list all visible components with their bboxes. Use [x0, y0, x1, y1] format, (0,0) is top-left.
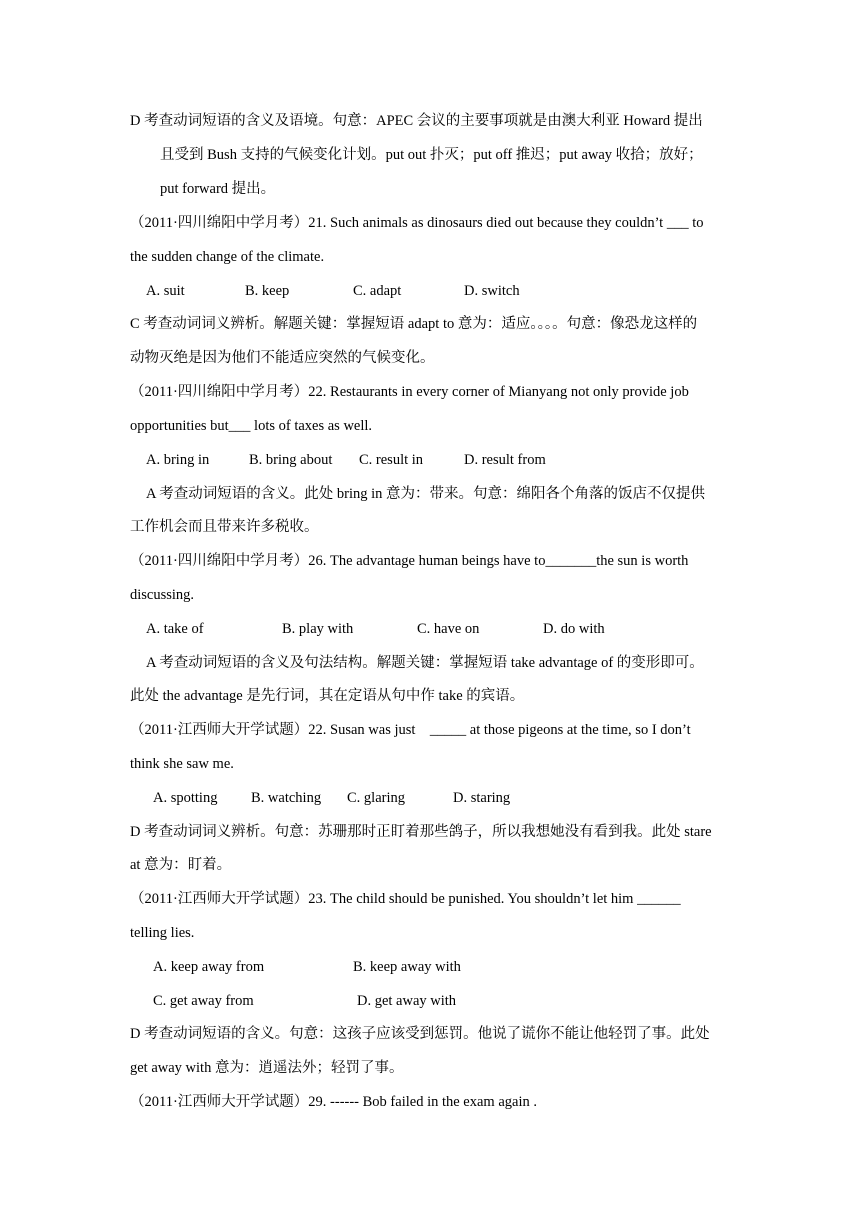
answer-line: at 意为：盯着。 — [130, 857, 232, 873]
answer-line: 工作机会而且带来许多税收。 — [130, 519, 319, 535]
option: A. keep away from — [153, 959, 265, 975]
answer-line: D 考查动词短语的含义及语境。句意：APEC 会议的主要事项就是由澳大利亚 Howard 提出 — [130, 113, 703, 129]
question-line: （2011·江西师大开学试题）29. ------ Bob failed in the exam again . — [130, 1094, 537, 1110]
answer-line: D 考查动词词义辨析。句意：苏珊那时正盯着那些鸽子，所以我想她没有看到我。此处 stare — [130, 824, 712, 840]
question-line: （2011·四川绵阳中学月考）26. The advantage human beings have to_______the sun is worth — [130, 553, 689, 569]
option: A. take of — [146, 621, 204, 637]
question-line: （2011·四川绵阳中学月考）21. Such animals as dinosaurs died out because they couldn’t ___ to — [130, 215, 704, 231]
question-line: （2011·四川绵阳中学月考）22. Restaurants in every corner of Mianyang not only provide job — [130, 384, 689, 400]
option: B. bring about — [249, 452, 333, 468]
answer-line: C 考查动词词义辨析。解题关键：掌握短语 adapt to 意为：适应。。。。句意：像恐龙这样的 — [130, 316, 698, 332]
question-line: （2011·江西师大开学试题）23. The child should be punished. You shouldn’t let him ______ — [130, 891, 681, 907]
option: C. have on — [417, 621, 480, 637]
option: D. switch — [464, 283, 520, 299]
question-line: telling lies. — [130, 925, 195, 941]
option: D. staring — [453, 790, 511, 806]
option: D. get away with — [357, 993, 457, 1009]
answer-line: A 考查动词短语的含义及句法结构。解题关键：掌握短语 take advantage of 的变形即可。 — [146, 655, 704, 671]
option: C. result in — [359, 452, 424, 468]
option: A. bring in — [146, 452, 210, 468]
answer-line: 动物灭绝是因为他们不能适应突然的气候变化。 — [130, 350, 435, 366]
option: B. keep away with — [353, 959, 461, 975]
option: D. result from — [464, 452, 546, 468]
question-line: the sudden change of the climate. — [130, 249, 325, 265]
answer-line: D 考查动词短语的含义。句意：这孩子应该受到惩罚。他说了谎你不能让他轻罚了事。此处 — [130, 1026, 710, 1042]
option: D. do with — [543, 621, 605, 637]
answer-line: 且受到 Bush 支持的气候变化计划。put out 扑灭；put off 推迟；put away 收拾；放好； — [160, 147, 703, 163]
option: C. adapt — [353, 283, 402, 299]
answer-line: get away with 意为：逍遥法外；轻罚了事。 — [130, 1060, 404, 1076]
option: B. watching — [251, 790, 322, 806]
answer-line: 此处 the advantage 是先行词，其在定语从句中作 take 的宾语。 — [130, 688, 525, 704]
question-line: think she saw me. — [130, 756, 234, 772]
option: B. keep — [245, 283, 290, 299]
question-line: discussing. — [130, 587, 195, 603]
option: C. glaring — [347, 790, 405, 806]
answer-line: put forward 提出。 — [160, 181, 276, 197]
option: A. spotting — [153, 790, 218, 806]
question-line: opportunities but___ lots of taxes as well. — [130, 418, 373, 434]
option: A. suit — [146, 283, 185, 299]
answer-line: A 考查动词短语的含义。此处 bring in 意为：带来。句意：绵阳各个角落的饭店不仅提供 — [146, 486, 706, 502]
option: C. get away from — [153, 993, 254, 1009]
option: B. play with — [282, 621, 354, 637]
question-line: （2011·江西师大开学试题）22. Susan was just _____ at those pigeons at the time, so I don’t — [130, 722, 691, 738]
